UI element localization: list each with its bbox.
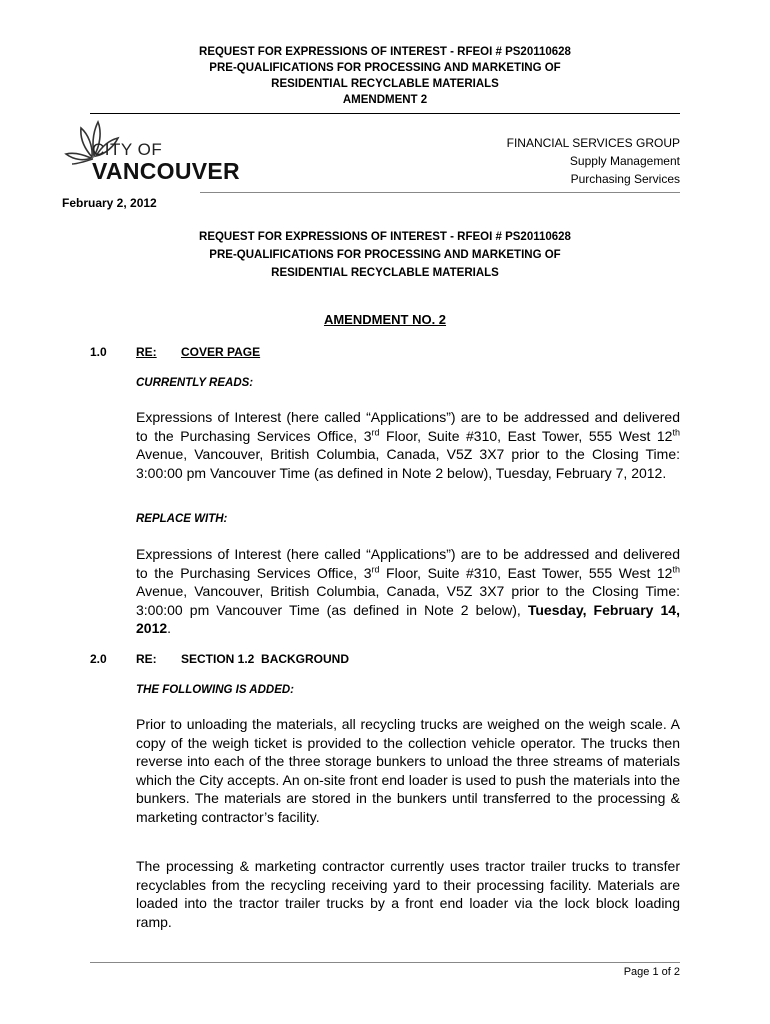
title-line-3: RESIDENTIAL RECYCLABLE MATERIALS: [271, 267, 499, 279]
footer-rule: [90, 962, 680, 963]
section-2-label: SECTION 1.2 BACKGROUND: [181, 652, 350, 666]
header-rule: [90, 113, 680, 114]
department-rule: [200, 192, 680, 193]
section-2-re: RE:: [136, 652, 157, 666]
document-date: February 2, 2012: [62, 196, 157, 210]
new-closing-date: Tuesday, February 14, 2012: [136, 601, 680, 636]
section-1-re: RE:: [136, 345, 157, 359]
following-added-label: THE FOLLOWING IS ADDED:: [136, 684, 295, 696]
department-office: Purchasing Services: [570, 172, 680, 186]
page-number: Page 1 of 2: [623, 966, 680, 978]
replace-with-label: REPLACE WITH:: [136, 513, 228, 525]
background-paragraph-2: The processing & marketing contractor currently uses tractor trailer trucks to transfer recyclables from the recycling receiving yard to their processing facility. Materials are loaded into the tractor trailer trucks by a front end loader via the lock block loading ramp.: [136, 858, 680, 930]
current-text-paragraph: Expressions of Interest (here called “Applications”) are to be addressed and delivered to the Purchasing Services Office, 3rd Floor, Suite #310, East Tower, 555 West 12th Avenue, Vancouver, British Columbia, Canada, V5Z 3X7 prior to the Closing Time: 3:00:00 pm Vancouver Time (as defined in Note 2 below), Tuesday, February 7, 2012.: [136, 409, 680, 481]
header-line-1: REQUEST FOR EXPRESSIONS OF INTEREST - RFEOI # PS20110628: [199, 46, 571, 58]
section-1-number: 1.0: [90, 345, 107, 359]
section-1-label: COVER PAGE: [181, 345, 261, 359]
background-paragraph-1: Prior to unloading the materials, all recycling trucks are weighed on the weigh scale. A copy of the weigh ticket is provided to the collection vehicle operator. The trucks then reverse into each of the three storage bunkers to unload the three streams of materials which the City accepts. An on-site front end loader is used to push the materials into the bunkers. The materials are stored in the bunkers until transferred to the processing & marketing contractor’s facility.: [136, 716, 680, 825]
department-unit: Supply Management: [569, 154, 680, 168]
document-title: [90, 228, 680, 282]
section-2-number: 2.0: [90, 652, 107, 666]
currently-reads-label: CURRENTLY READS:: [136, 377, 254, 389]
department-group: FINANCIAL SERVICES GROUP: [506, 136, 680, 150]
title-line-1: REQUEST FOR EXPRESSIONS OF INTEREST - RFEOI # PS20110628: [199, 231, 571, 243]
logo-vancouver: VANCOUVER: [92, 158, 240, 184]
title-line-2: PRE-QUALIFICATIONS FOR PROCESSING AND MARKETING OF: [209, 249, 561, 261]
logo-city-of: CITY OF: [92, 140, 163, 159]
header-line-4: AMENDMENT 2: [342, 94, 428, 106]
amendment-title: AMENDMENT NO. 2: [323, 312, 447, 327]
replacement-text-paragraph: Expressions of Interest (here called “Applications”) are to be addressed and delivered to the Purchasing Services Office, 3rd Floor, Suite #310, East Tower, 555 West 12th Avenue, Vancouver, British Columbia, Canada, V5Z 3X7 prior to the Closing Time: 3:00:00 pm Vancouver Time (as defined in Note 2 below), Tuesday, February 14, 2012.: [136, 546, 680, 636]
city-of-vancouver-logo: [62, 116, 262, 188]
department-block: [507, 134, 680, 188]
header-line-2: PRE-QUALIFICATIONS FOR PROCESSING AND MARKETING OF: [209, 62, 561, 74]
header-line-3: RESIDENTIAL RECYCLABLE MATERIALS: [271, 78, 499, 90]
document-header: [90, 44, 680, 108]
